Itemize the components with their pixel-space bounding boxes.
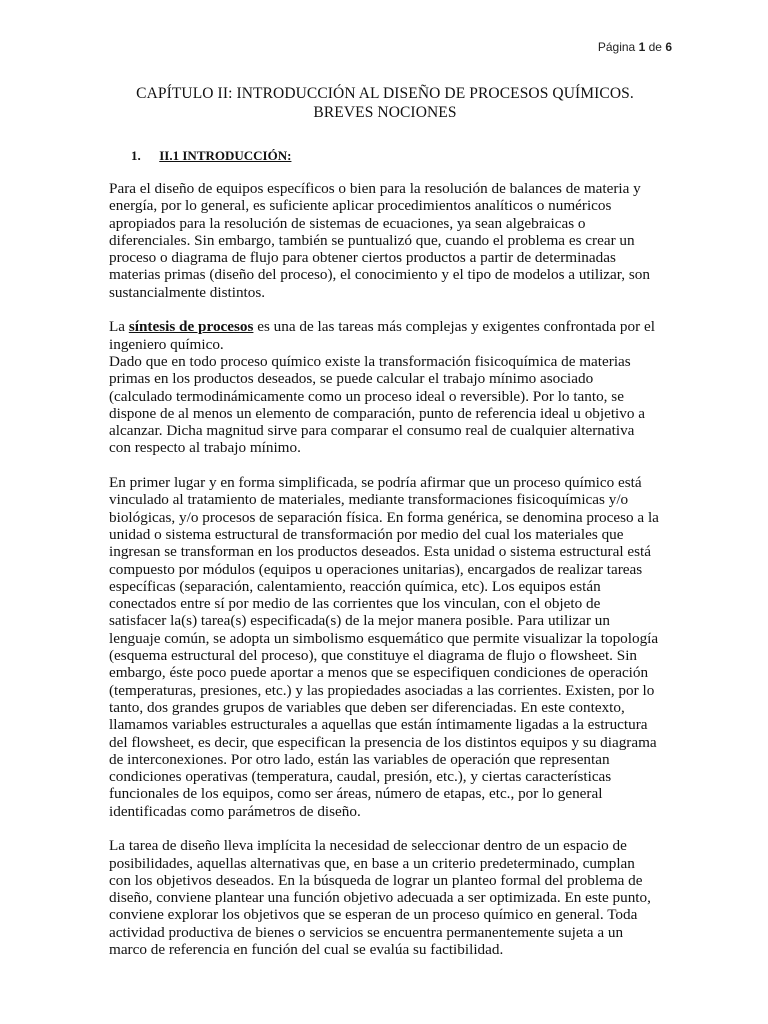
paragraph-2-pre: La bbox=[109, 318, 129, 336]
page-total: 6 bbox=[665, 40, 672, 54]
paragraph-1: Para el diseño de equipos específicos o bien para la resolución de balances de materia y energía, por lo general, es suficiente aplicar procedimientos analíticos o numéricos apropiados para la resolución de sistemas de ecuaciones, ya sean algebraicas o diferenciales. Sin embargo, también se puntualizó que, cuando el problema es crear un proceso o diagrama de flujo para obtener ciertos productos a partir de determinadas materias primas (diseño del proceso), el conocimiento y el tipo de modelos a utilizar, son sustancialmente distintos. bbox=[109, 180, 650, 301]
keyword-sintesis: síntesis de procesos bbox=[128, 318, 254, 336]
chapter-title-line1: CAPÍTULO II: INTRODUCCIÓN AL DISEÑO DE PROCESOS QUÍMICOS. bbox=[136, 85, 634, 102]
paragraph-5: La tarea de diseño lleva implícita la necesidad de seleccionar dentro de un espacio de posibilidades, aquellas alternativas que, en base a un criterio predeterminado, cumplan con los objetivos deseados. En la búsqueda de lograr un planteo formal del problema de diseño, conviene plantear una función objetivo adecuada a ser optimizada. En este punto, conviene explorar los objetivos que se esperan de un proceso químico en general. Toda actividad productiva de bienes o servicios se encuentra permanentemente sujeta a un marco de referencia en función del cual se evalúa su factibilidad. bbox=[109, 837, 651, 959]
chapter-title bbox=[100, 84, 670, 122]
paragraph-3: Dado que en todo proceso químico existe la transformación fisicoquímica de materias primas en los productos deseados, se puede calcular el trabajo mínimo asociado (calculado termodinámicamente como un proceso ideal o reversible). Por lo tanto, se dispone de al menos un elemento de comparación, punto de referencia ideal u objetivo a alcanzar. Dicha magnitud sirve para comparar el consumo real de cualquier alternativa con respecto al trabajo mínimo. bbox=[109, 352, 646, 457]
paragraph-4: En primer lugar y en forma simplificada, se podría afirmar que un proceso químico está vinculado al tratamiento de materiales, mediante transformaciones fisicoquímicas y/o biológicas, y/o procesos de separación física. En forma genérica, se denomina proceso a la unidad o sistema estructural de transformación por medio del cual los materiales que ingresan se transforman en los productos deseados. Esta unidad o sistema estructural está compuesto por módulos (equipos u operaciones unitarias), encargados de realizar tareas específicas (separación, calentamiento, reacción química, etc). Los equipos están conectados entre sí por medio de las corrientes que los vinculan, con el objeto de satisfacer la(s) tarea(s) especificada(s) de la mejor manera posible. Para utilizar un lenguaje común, se adopta un simbolismo esquemático que permite visualizar la topología (esquema estructural del proceso), que constituye el diagrama de flujo o flowsheet. Sin embargo, éste poco puede aportar a menos que se especifiquen condiciones de operación (temperaturas, presiones, etc.) y las propiedades asociadas a las corrientes. Existen, por lo tanto, dos grandes grupos de variables que deben ser diferenciadas. En este contexto, llamamos variables estructurales a aquellas que están íntimamente ligadas a la estructura del flowsheet, es decir, que especifican la presencia de los distintos equipos y su diagrama de interconexiones. Por otro lado, están las variables de operación que representan condiciones operativas (temperatura, caudal, presión, etc.), y ciertas características funcionales de los equipos, como ser áreas, número de etapas, etc., por lo general identificadas como parámetros de diseño. bbox=[109, 474, 659, 820]
paragraph-2 bbox=[109, 318, 659, 353]
page-number bbox=[598, 40, 672, 54]
section-heading bbox=[131, 148, 291, 164]
chapter-title-line2: BREVES NOCIONES bbox=[313, 104, 457, 121]
page-current: 1 bbox=[638, 40, 646, 54]
section-number: 1. bbox=[131, 148, 141, 163]
page-label: Página bbox=[597, 40, 636, 54]
paragraph-2-post: es una de las tareas más complejas y exigentes confrontada por el ingeniero químico. bbox=[109, 318, 655, 353]
page-of: de bbox=[648, 40, 662, 54]
body-text bbox=[109, 180, 659, 958]
section-label: II.1 INTRODUCCIÓN: bbox=[159, 148, 292, 163]
